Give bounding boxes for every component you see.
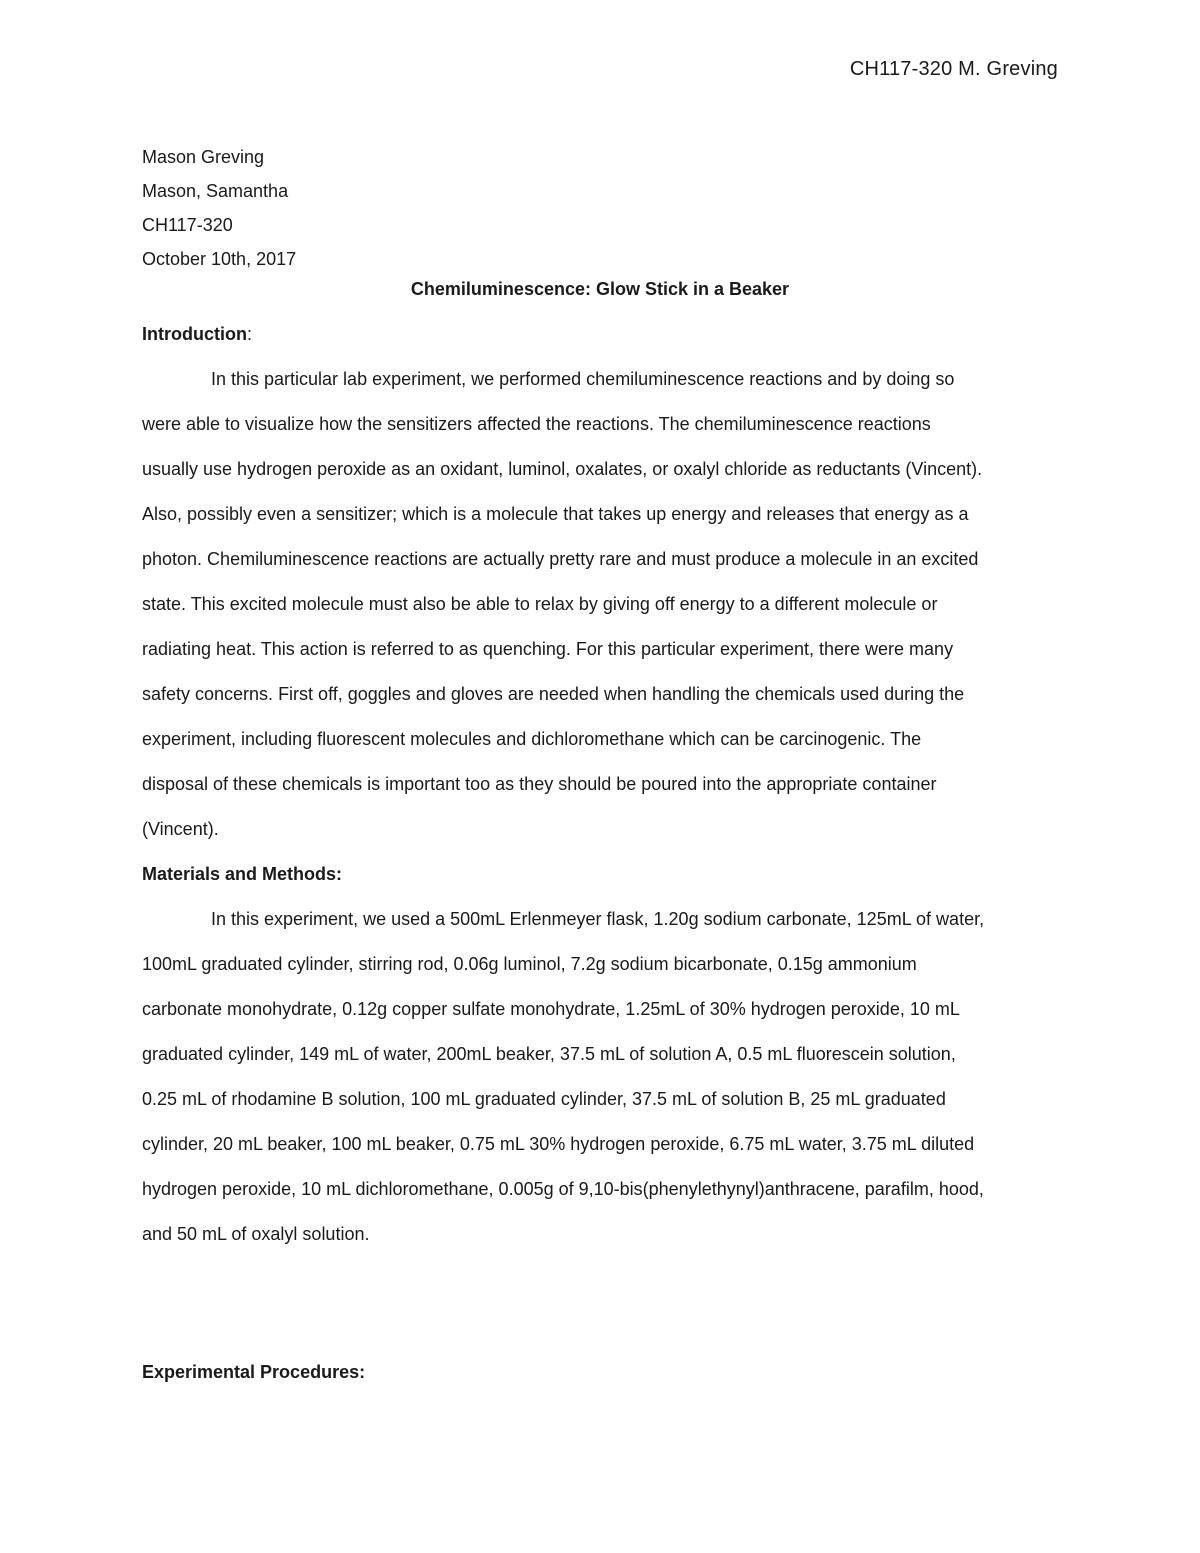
paragraph-line: In this particular lab experiment, we performed chemiluminescence reactions and by doing so (211, 369, 955, 389)
paragraph-line: state. This excited molecule must also be able to relax by giving off energy to a different molecule or (142, 594, 938, 614)
paragraph-line: photon. Chemiluminescence reactions are actually pretty rare and must produce a molecule in an excited (142, 549, 979, 569)
paragraph-line: carbonate monohydrate, 0.12g copper sulfate monohydrate, 1.25mL of 30% hydrogen peroxide, 10 mL (142, 999, 960, 1019)
procedures-heading: Experimental Procedures: (142, 1362, 366, 1382)
course-section: CH117-320 (142, 215, 233, 235)
document-title: Chemiluminescence: Glow Stick in a Beaker (410, 279, 790, 299)
paragraph-line: cylinder, 20 mL beaker, 100 mL beaker, 0.75 mL 30% hydrogen peroxide, 6.75 mL water, 3.75 mL diluted (142, 1134, 975, 1154)
paragraph-line: safety concerns. First off, goggles and gloves are needed when handling the chemicals used during the (142, 684, 965, 704)
paragraph-line: graduated cylinder, 149 mL of water, 200mL beaker, 37.5 mL of solution A, 0.5 mL fluorescein solution, (142, 1044, 956, 1064)
paragraph-line: disposal of these chemicals is important too as they should be poured into the appropriate container (142, 774, 937, 794)
introduction-heading-text: Introduction (142, 324, 247, 344)
introduction-heading (142, 321, 252, 347)
paragraph-line: 100mL graduated cylinder, stirring rod, 0.06g luminol, 7.2g sodium bicarbonate, 0.15g ammonium (142, 954, 917, 974)
paragraph-line: In this experiment, we used a 500mL Erlenmeyer flask, 1.20g sodium carbonate, 125mL of water, (211, 909, 985, 929)
paragraph-line: hydrogen peroxide, 10 mL dichloromethane, 0.005g of 9,10-bis(phenylethynyl)anthracene, parafilm, hood, (142, 1179, 984, 1199)
paragraph-line: (Vincent). (142, 819, 219, 839)
materials-heading: Materials and Methods: (142, 864, 343, 884)
author-name: Mason Greving (142, 147, 265, 167)
paragraph-line: were able to visualize how the sensitizers affected the reactions. The chemiluminescence reactions (142, 414, 931, 434)
lab-partner: Mason, Samantha (142, 181, 289, 201)
student-heading-block (142, 140, 1058, 276)
paragraph-line: usually use hydrogen peroxide as an oxidant, luminol, oxalates, or oxalyl chloride as reductants (Vincent). (142, 459, 983, 479)
paragraph-line: and 50 mL of oxalyl solution. (142, 1224, 370, 1244)
running-header: CH117-320 M. Greving (849, 58, 1058, 80)
paragraph-line: 0.25 mL of rhodamine B solution, 100 mL graduated cylinder, 37.5 mL of solution B, 25 mL graduated (142, 1089, 946, 1109)
materials-paragraph (142, 906, 1058, 1266)
paragraph-line: radiating heat. This action is referred to as quenching. For this particular experiment, there were many (142, 639, 954, 659)
paragraph-line: experiment, including fluorescent molecules and dichloromethane which can be carcinogenic. The (142, 729, 922, 749)
paragraph-line: Also, possibly even a sensitizer; which is a molecule that takes up energy and releases that energy as a (142, 504, 969, 524)
report-date: October 10th, 2017 (142, 249, 297, 269)
introduction-paragraph (142, 366, 1058, 861)
introduction-heading-colon: : (246, 324, 252, 344)
